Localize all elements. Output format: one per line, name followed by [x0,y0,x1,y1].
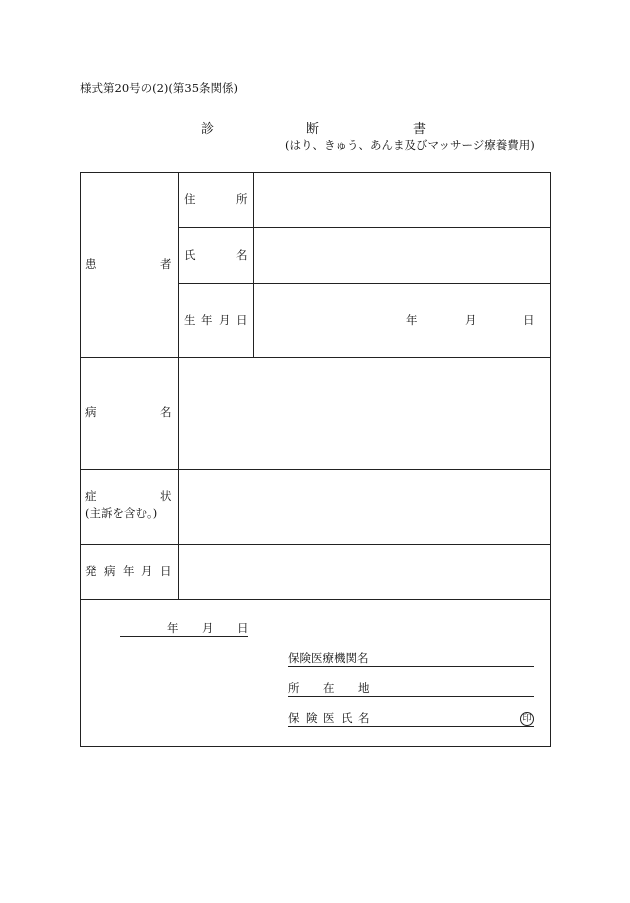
cert-year-unit: 年 [167,621,179,635]
location-label: 在 [323,681,335,695]
onset-date-label: 日 [160,564,172,578]
patient-section-label: 者 [160,257,172,271]
address-label: 住 [184,192,196,206]
onset-date-field[interactable] [179,545,550,599]
birthdate-label: 生 [184,313,196,327]
insurance-doctor-name-label: 険 [306,711,318,725]
insurance-doctor-name-label: 保 [288,711,300,725]
birthdate-label: 日 [236,313,248,327]
insurance-doctor-name-label: 医 [323,711,335,725]
symptoms-note: (主訴を含む。) [85,506,158,520]
birth-year-unit: 年 [406,313,418,327]
document-subtitle: (はり、きゅう、あんま及びマッサージ療養費用) [285,138,535,152]
name-label: 氏 [184,248,196,262]
symptoms-field[interactable] [179,470,550,544]
birthdate-label: 月 [219,313,231,327]
document-title [0,118,630,137]
certification-date-underline [120,636,248,637]
insurance-doctor-name-field[interactable] [372,710,518,726]
row-divider [80,599,551,600]
address-field[interactable] [254,173,550,227]
insurance-doctor-name-underline [288,726,534,727]
cert-month-unit: 月 [202,621,214,635]
disease-name-label: 病 [85,405,97,419]
disease-name-label: 名 [160,405,172,419]
birth-month-unit: 月 [465,313,477,327]
institution-name-underline [288,666,534,667]
seal-mark: 印 [520,712,534,726]
onset-date-label: 月 [141,564,153,578]
certification-date-field[interactable] [120,620,248,636]
patient-section-label: 患 [85,257,97,271]
insurance-doctor-name-label: 氏 [341,711,353,725]
onset-date-label: 発 [85,564,97,578]
symptoms-label: 状 [160,489,172,503]
location-label: 所 [288,681,300,695]
title-char: 断 [306,122,320,137]
cert-day-unit: 日 [237,621,249,635]
form-number-label: 様式第20号の(2)(第35条関係) [80,81,239,95]
onset-date-label: 病 [104,564,116,578]
address-label: 所 [236,192,248,206]
title-char: 診 [201,122,215,137]
birthdate-field[interactable] [254,284,550,357]
institution-name-label: 保険医療機関名 [288,651,369,665]
disease-name-field[interactable] [179,358,550,469]
symptoms-label: 症 [85,489,97,503]
name-label: 名 [236,248,248,262]
location-field[interactable] [372,680,534,696]
birthdate-label: 年 [201,313,213,327]
title-char: 書 [413,122,427,137]
institution-name-field[interactable] [372,650,534,666]
location-underline [288,696,534,697]
location-label: 地 [358,681,370,695]
birth-day-unit: 日 [523,313,535,327]
onset-date-label: 年 [123,564,135,578]
insurance-doctor-name-label: 名 [358,711,370,725]
name-field[interactable] [254,228,550,283]
